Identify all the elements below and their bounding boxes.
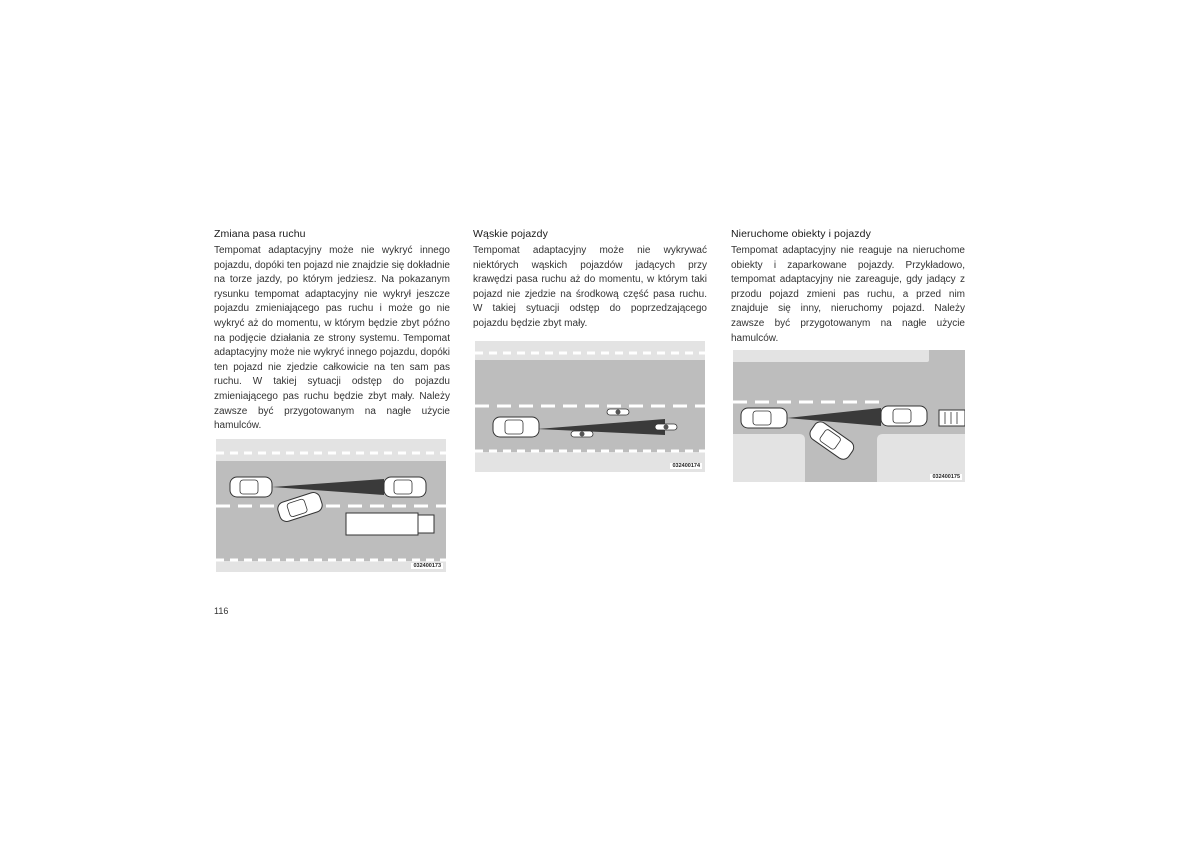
- figure-narrow-vehicles: [475, 341, 705, 472]
- page-number: 116: [214, 606, 229, 616]
- host-car: [230, 477, 272, 497]
- lane-change-illustration: [216, 439, 446, 572]
- parked-truck: [939, 410, 965, 426]
- host-car: [741, 408, 787, 428]
- section-body: Tempomat adaptacyjny nie reaguje na nieruchome obiekty i zaparkowane pojazdy. Przykładowo, tempomat adaptacyjny nie zareaguje, gdy jadący z przodu pojazd zmieni pas ruchu, a przed nim znajduje się inny, nieruchomy pojazd. Należy zawsze być przygotowanym na nagłe użycie hamulców.: [731, 245, 965, 344]
- narrow-vehicles-illustration: [475, 341, 705, 472]
- stationary-objects-illustration: [733, 350, 965, 482]
- figure-lane-change: [216, 439, 446, 572]
- section-narrow-vehicles: [473, 228, 707, 332]
- host-car: [493, 417, 539, 437]
- figure-code: 032400173: [413, 563, 441, 569]
- section-stationary-objects: [731, 228, 965, 346]
- motorcycle-1: [607, 409, 629, 415]
- section-title: Nieruchome obiekty i pojazdy: [731, 228, 871, 240]
- truck: [346, 513, 434, 535]
- section-lane-change: [214, 228, 450, 434]
- section-body: Tempomat adaptacyjny może nie wykryć innego pojazdu, dopóki ten pojazd nie znajdzie się dokładnie na torze jazdy, po którym jedziesz. Na pokazanym rysunku tempomat adaptacyjny nie wykrył jeszcze pojazdu zmieniającego pas ruchu i może go nie wykryć aż do momentu, w którym będzie zbyt późno na podjęcie działania ze strony systemu. Tempomat adaptacyjny może nie wykryć innego pojazdu, dopóki ten pojazd nie zjedzie całkowicie na ten sam pas ruchu. W takiej sytuacji odstęp do pojazdu zmieniającego pas ruchu będzie zbyt mały. Należy zawsze być przygotowanym na nagłe użycie hamulców.: [214, 245, 450, 432]
- stationary-car: [881, 406, 927, 426]
- section-title: Wąskie pojazdy: [473, 228, 548, 240]
- figure-code: 032400174: [672, 463, 700, 469]
- motorcycle-2: [571, 431, 593, 437]
- figure-code: 032400175: [932, 474, 960, 480]
- figure-stationary-objects: [733, 350, 965, 482]
- motorcycle-3: [655, 424, 677, 430]
- section-title: Zmiana pasa ruchu: [214, 228, 306, 240]
- section-body: Tempomat adaptacyjny może nie wykrywać niektórych wąskich pojazdów jadących przy krawędzi pasa ruchu aż do momentu, w którym taki pojazd nie zjedzie na środkową część pasa ruchu. W takiej sytuacji odstęp do poprzedzającego pojazdu będzie zbyt mały.: [473, 245, 707, 329]
- lead-car: [384, 477, 426, 497]
